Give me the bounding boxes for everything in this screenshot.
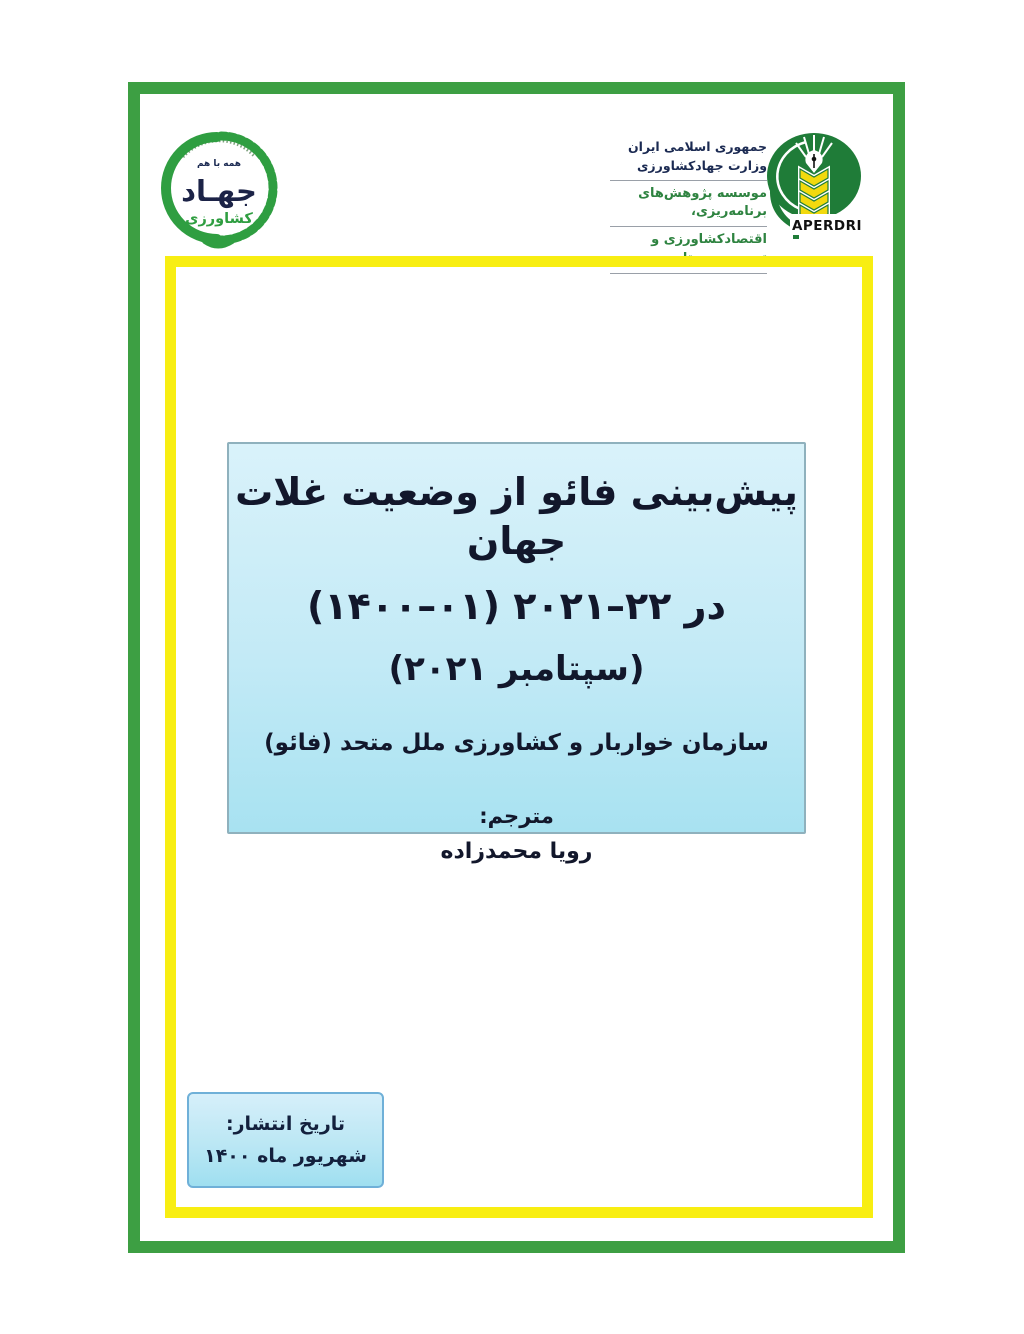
aperdri-wordmark: APERDRI <box>791 218 863 234</box>
main-title-line2: در ۲۲–۲۰۲۱ (۰۱–۱۴۰۰) <box>307 583 726 628</box>
ministry-name: وزارت جهادکشاورزی <box>636 157 767 173</box>
jahad-keshavarzi-logo <box>157 125 281 251</box>
organization-name: سازمان خواربار و کشاورزی ملل متحد (فائو) <box>264 730 769 757</box>
jahad-logo-motto: همه با هم <box>196 159 242 169</box>
country-name: جمهوری اسلامی ایران <box>628 139 767 154</box>
nib-dot-icon <box>812 157 817 162</box>
jahad-logo-title: جهـاد <box>181 174 257 208</box>
aperdri-logo <box>756 127 869 245</box>
publication-date-value: شهریور ماه ۱۴۰۰ <box>204 1144 367 1167</box>
main-title-line1: پیش‌بینی فائو از وضعیت غلات جهان <box>235 470 798 564</box>
aperdri-emblem-icon <box>756 127 869 245</box>
divider <box>610 180 767 181</box>
translator-label: مترجم: <box>479 804 554 829</box>
wreath-emblem-icon <box>157 125 281 251</box>
title-box <box>227 442 806 864</box>
publication-date-box <box>187 1092 384 1188</box>
main-title-line3: (سپتامبر ۲۰۲۱) <box>388 649 645 690</box>
divider <box>610 226 767 227</box>
translator-name: رویا محمدزاده <box>440 838 593 864</box>
institute-name-line1: موسسه پژوهش‌های برنامه‌ریزی، <box>638 185 767 220</box>
publication-date-label: تاریخ انتشار: <box>225 1112 346 1135</box>
jahad-logo-subtitle: کشاورزی <box>185 211 253 227</box>
institute-name-line2: اقتصادکشاورزی و توسعه روستایی <box>651 232 767 267</box>
